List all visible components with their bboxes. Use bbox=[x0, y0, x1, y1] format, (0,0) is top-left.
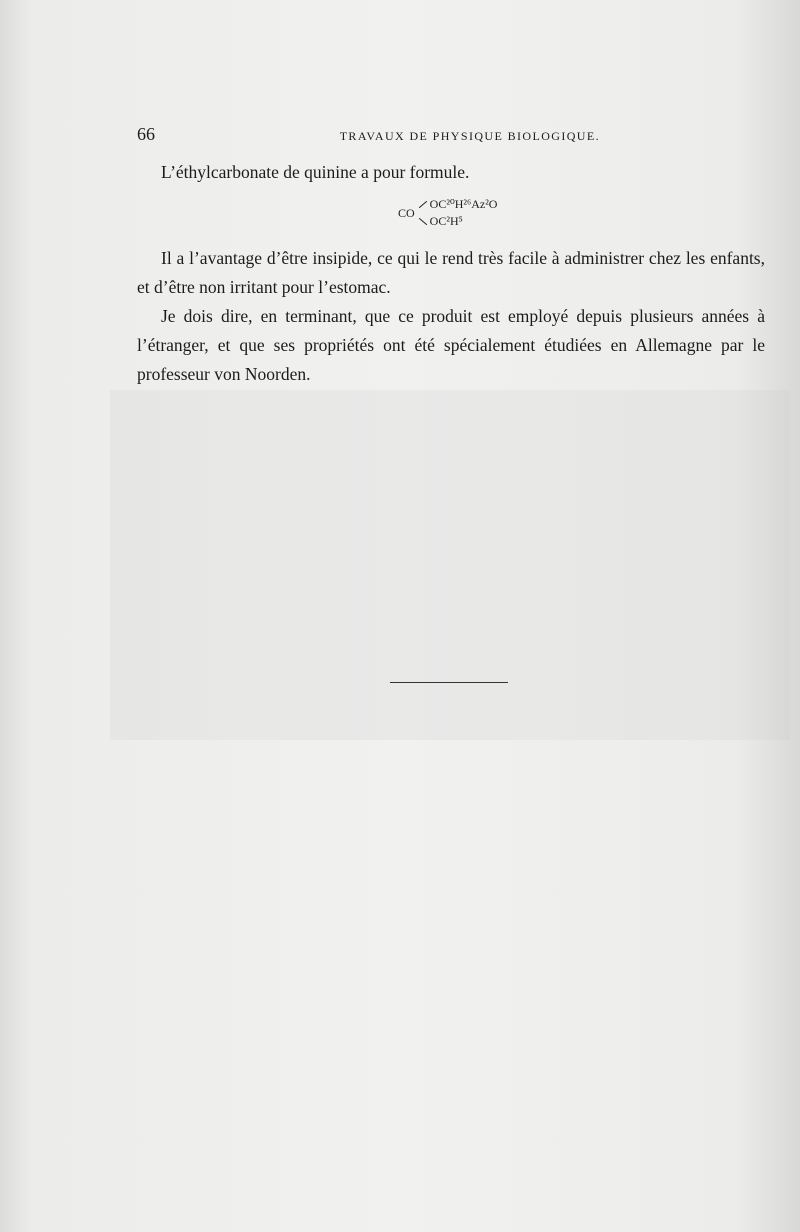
formula-bottom-row bbox=[418, 213, 498, 230]
formula-bottom: OC²H⁵ bbox=[429, 214, 463, 228]
page-number: 66 bbox=[137, 124, 155, 144]
formula-top: OC²⁰H²⁶Az²O bbox=[429, 197, 498, 211]
formula-branches bbox=[418, 196, 498, 230]
running-title: TRAVAUX DE PHYSIQUE BIOLOGIQUE. bbox=[339, 129, 600, 143]
bond-up-icon bbox=[419, 201, 427, 208]
bond-down-icon bbox=[419, 218, 427, 225]
paragraph-formula-intro: L’éthylcarbonate de quinine a pour formule. bbox=[161, 162, 470, 182]
paragraph-advantage: Il a l’avantage d’être insipide, ce qui le rend très facile à administrer chez les enfants, et d’être non irritant pour l’estomac. bbox=[137, 248, 765, 297]
formula-base: CO bbox=[398, 205, 415, 220]
paragraph-conclusion: Je dois dire, en terminant, que ce produit est employé depuis plusieurs années à l’étranger, et que ses propriétés ont été spécialement étudiées en Allemagne par le professeur von Noorden. bbox=[137, 306, 765, 384]
chemical-formula bbox=[398, 196, 497, 230]
formula-top-row bbox=[418, 196, 498, 213]
bleed-through-area bbox=[110, 390, 790, 740]
section-divider bbox=[390, 682, 508, 683]
page-header bbox=[137, 124, 600, 145]
